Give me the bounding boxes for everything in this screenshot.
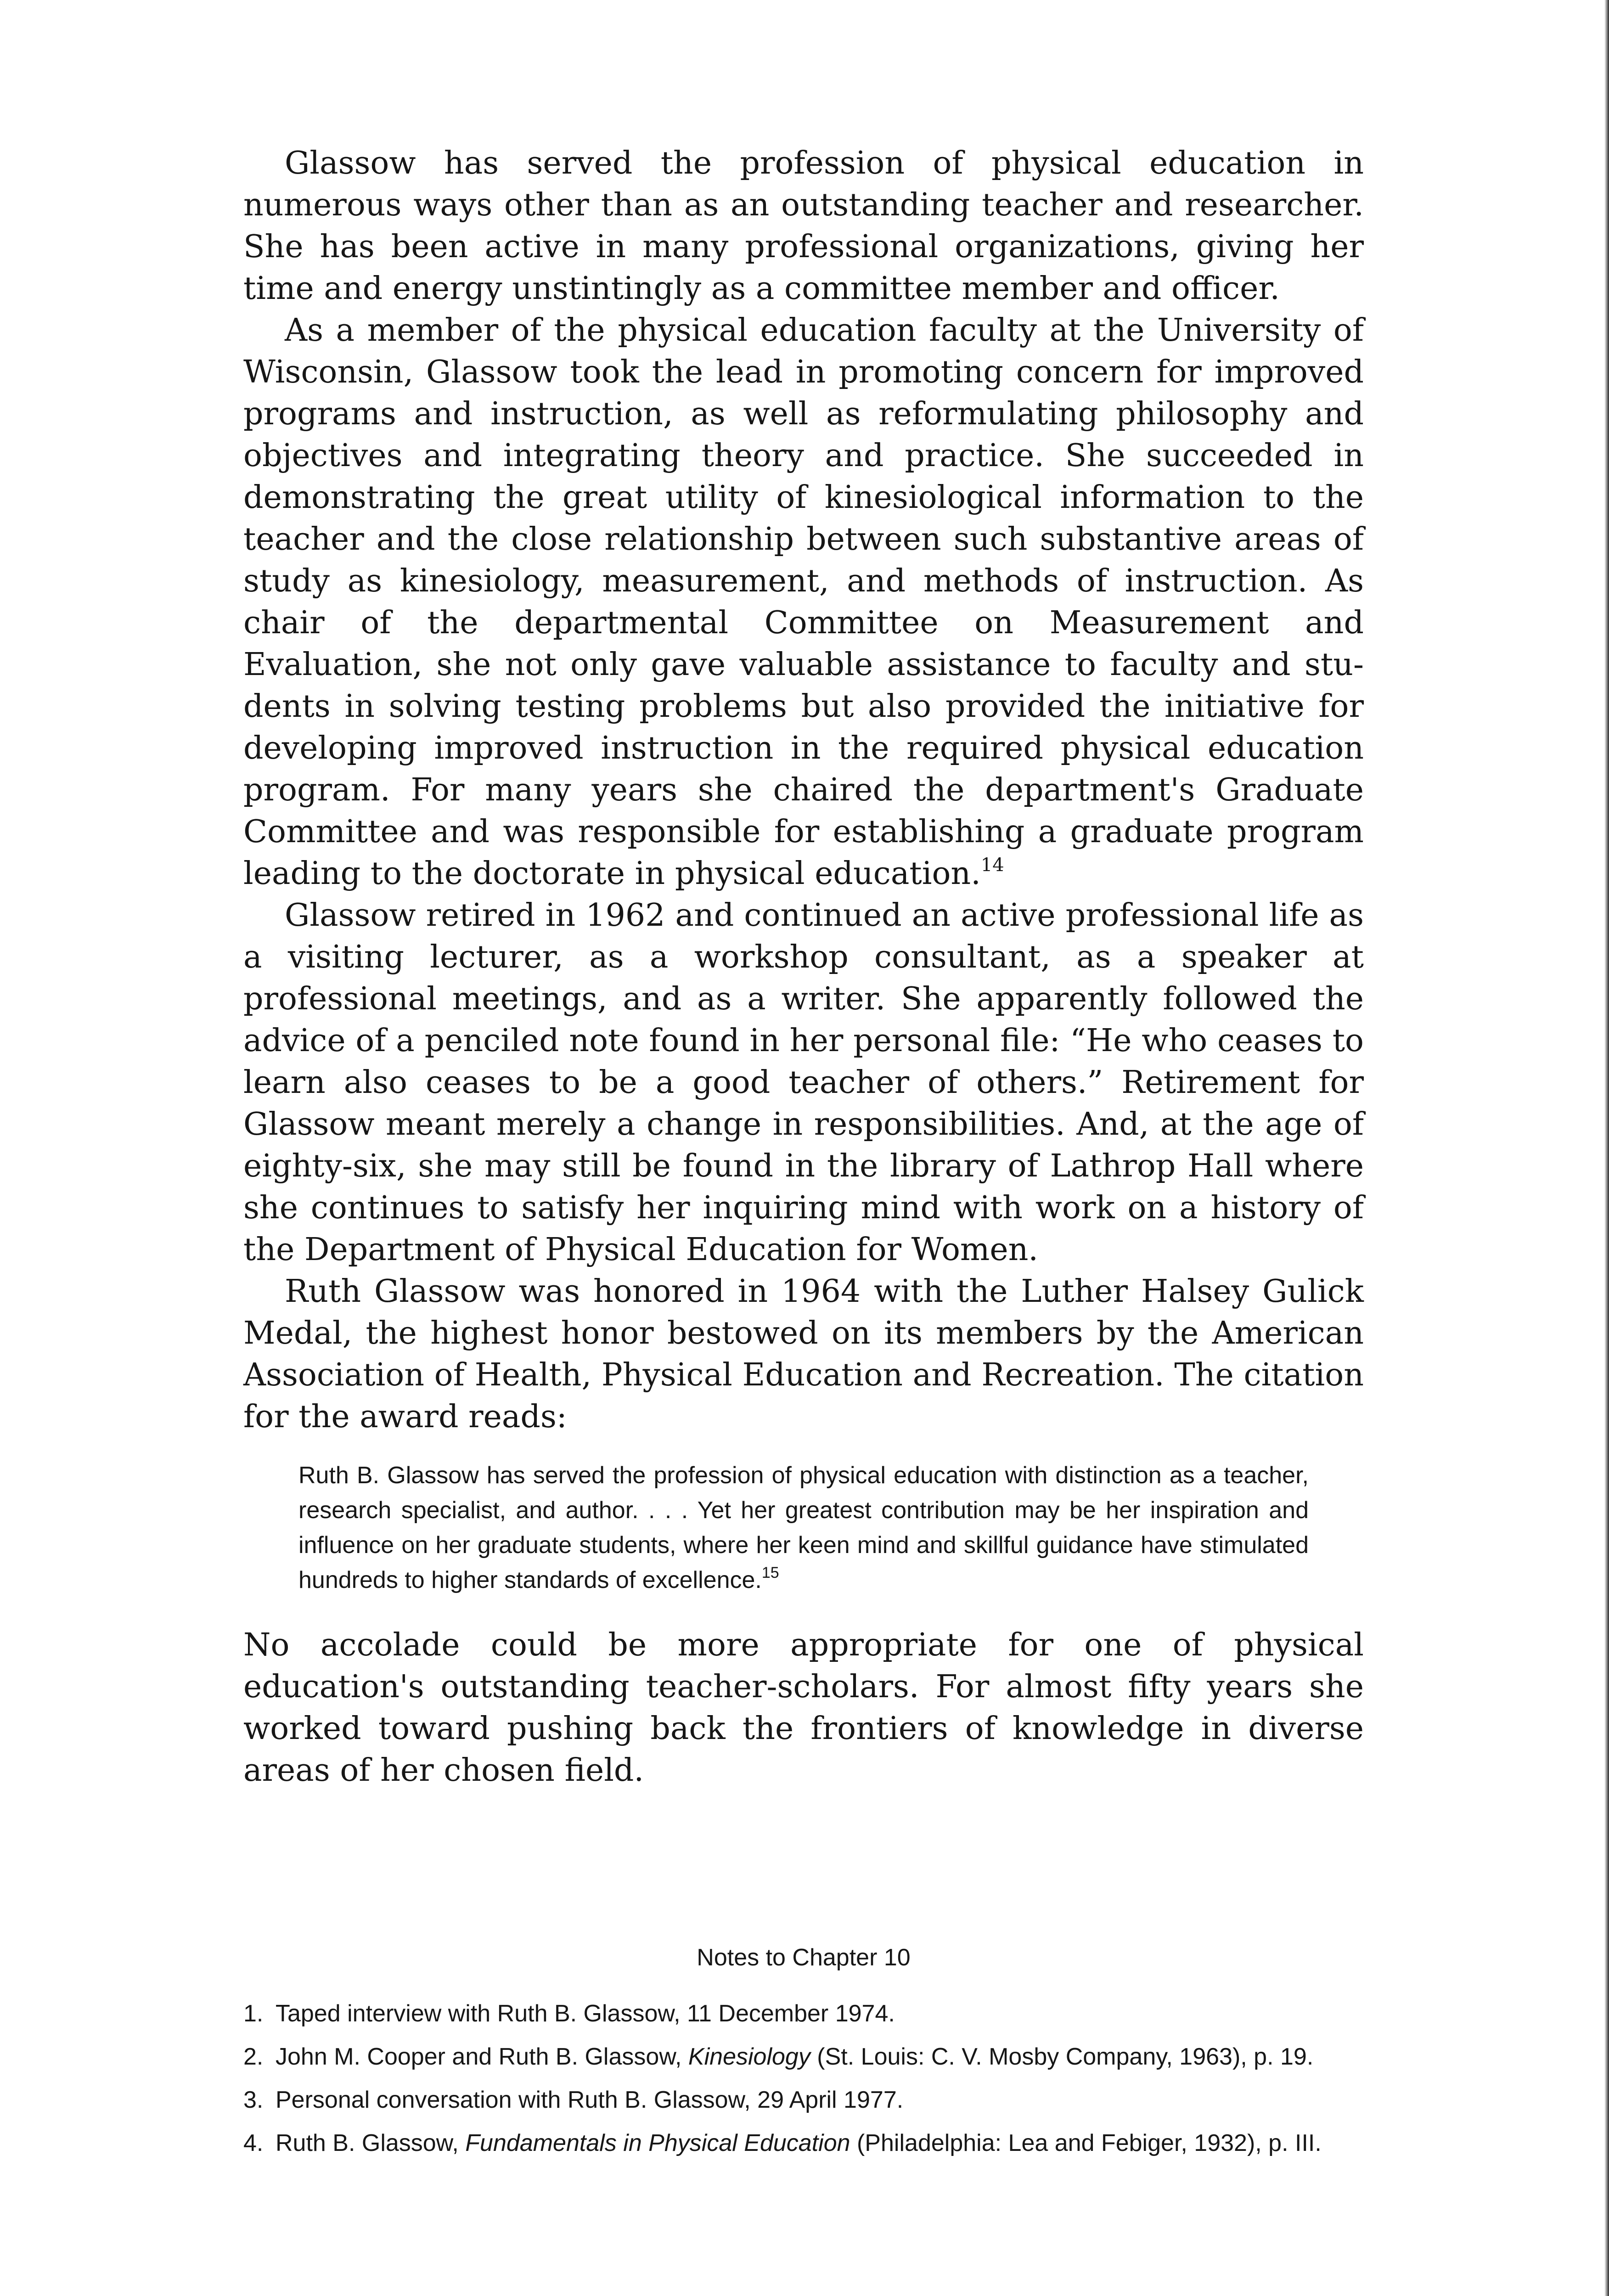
paragraph-4 — [243, 1271, 1364, 1438]
note-text: Personal conversation with Ruth B. Glassow, 29 April 1977. — [276, 2087, 904, 2113]
note-number: 3. — [243, 2087, 264, 2113]
paragraph-1 — [243, 142, 1364, 310]
note-item-3 — [243, 2084, 1364, 2116]
note-text-end: (St. Louis: C. V. Mosby Company, 1963), p. 19. — [810, 2043, 1314, 2070]
notes-title: Notes to Chapter 10 — [697, 1944, 911, 1971]
paragraph-4-text: Ruth Glassow was honored in 1964 with the Luther Halsey Gulick Medal, the highest honor bestowed on its members by the American Association of Health, Physical Education and Recreation. The citation for the award reads: — [243, 1273, 1364, 1435]
note-text: John M. Cooper and Ruth B. Glassow, — [276, 2043, 688, 2070]
chapter-notes — [243, 1941, 1364, 2170]
note-number: 4. — [243, 2130, 264, 2156]
award-citation-quote — [298, 1458, 1309, 1598]
note-text-end: (Philadelphia: Lea and Febiger, 1932), p. III. — [850, 2130, 1322, 2156]
notes-list — [243, 1998, 1364, 2159]
note-item-4 — [243, 2127, 1364, 2159]
main-text — [243, 142, 1364, 1791]
note-item-2 — [243, 2041, 1364, 2073]
closing-paragraph: No accolade could be more appropriate for one of physical education's outstanding teacher-scholars. For almost fifty years she worked toward pushing back the frontiers of knowledge in diverse areas of her chosen field. — [243, 1627, 1364, 1789]
note-text: Taped interview with Ruth B. Glassow, 11 December 1974. — [276, 2000, 895, 2027]
paragraph-2 — [243, 310, 1364, 895]
note-number: 1. — [243, 2000, 264, 2027]
note-text: Ruth B. Glassow, — [276, 2130, 466, 2156]
note-title-italic: Kinesiology — [688, 2043, 810, 2070]
footnote-ref-15: 15 — [761, 1564, 779, 1581]
footnote-ref-14: 14 — [980, 855, 1004, 876]
paragraph-1-text: Glassow has served the profession of physical education in numerous ways other than as an outstanding teacher and researcher. She has been active in many professional organizations, giving her time and energy unstintingly as a committee member and officer. — [243, 145, 1364, 307]
note-title-italic: Fundamentals in Physical Education — [465, 2130, 850, 2156]
note-item-1 — [243, 1998, 1364, 2030]
paragraph-3 — [243, 895, 1364, 1271]
quote-text: Ruth B. Glassow has served the profession of physical education with distinction as a teacher, research specialist, and author. . . . Yet her greatest contribution may be her inspiration and influence on her graduate students, where her keen mind and skillful guidance have stimulated hundreds to higher standards of excellence. — [298, 1462, 1309, 1593]
page-edge-shadow — [1604, 0, 1609, 2296]
note-number: 2. — [243, 2043, 264, 2070]
paragraph-2-text: As a member of the physical education faculty at the University of Wisconsin, Glassow took the lead in promoting concern for improved programs and instruction, as well as reformulating philosophy and objectives and integrating theory and practice. She succeeded in demonstrating the great utility of kinesiological information to the teacher and the close relationship between such substantive areas of study as kinesiology, measurement, and methods of instruction. As chair of the departmental Committee on Measurement and Evaluation, she not only gave valuable assistance to faculty and students in solving testing problems but also provided the initiative for developing improved instruction in the required physical education program. For many years she chaired the department's Graduate Committee and was responsible for establishing a graduate program leading to the doctorate in physical education. — [243, 312, 1364, 892]
paragraph-3-text: Glassow retired in 1962 and continued an active professional life as a visiting lecturer, as a workshop consultant, as a speaker at professional meetings, and as a writer. She apparently followed the advice of a penciled note found in her personal file: “He who ceases to learn also ceases to be a good teacher of others.” Retirement for Glassow meant merely a change in responsibilities. And, at the age of eighty-six, she may still be found in the library of Lathrop Hall where she continues to satisfy her inquiring mind with work on a history of the Department of Physical Education for Women. — [243, 897, 1364, 1268]
